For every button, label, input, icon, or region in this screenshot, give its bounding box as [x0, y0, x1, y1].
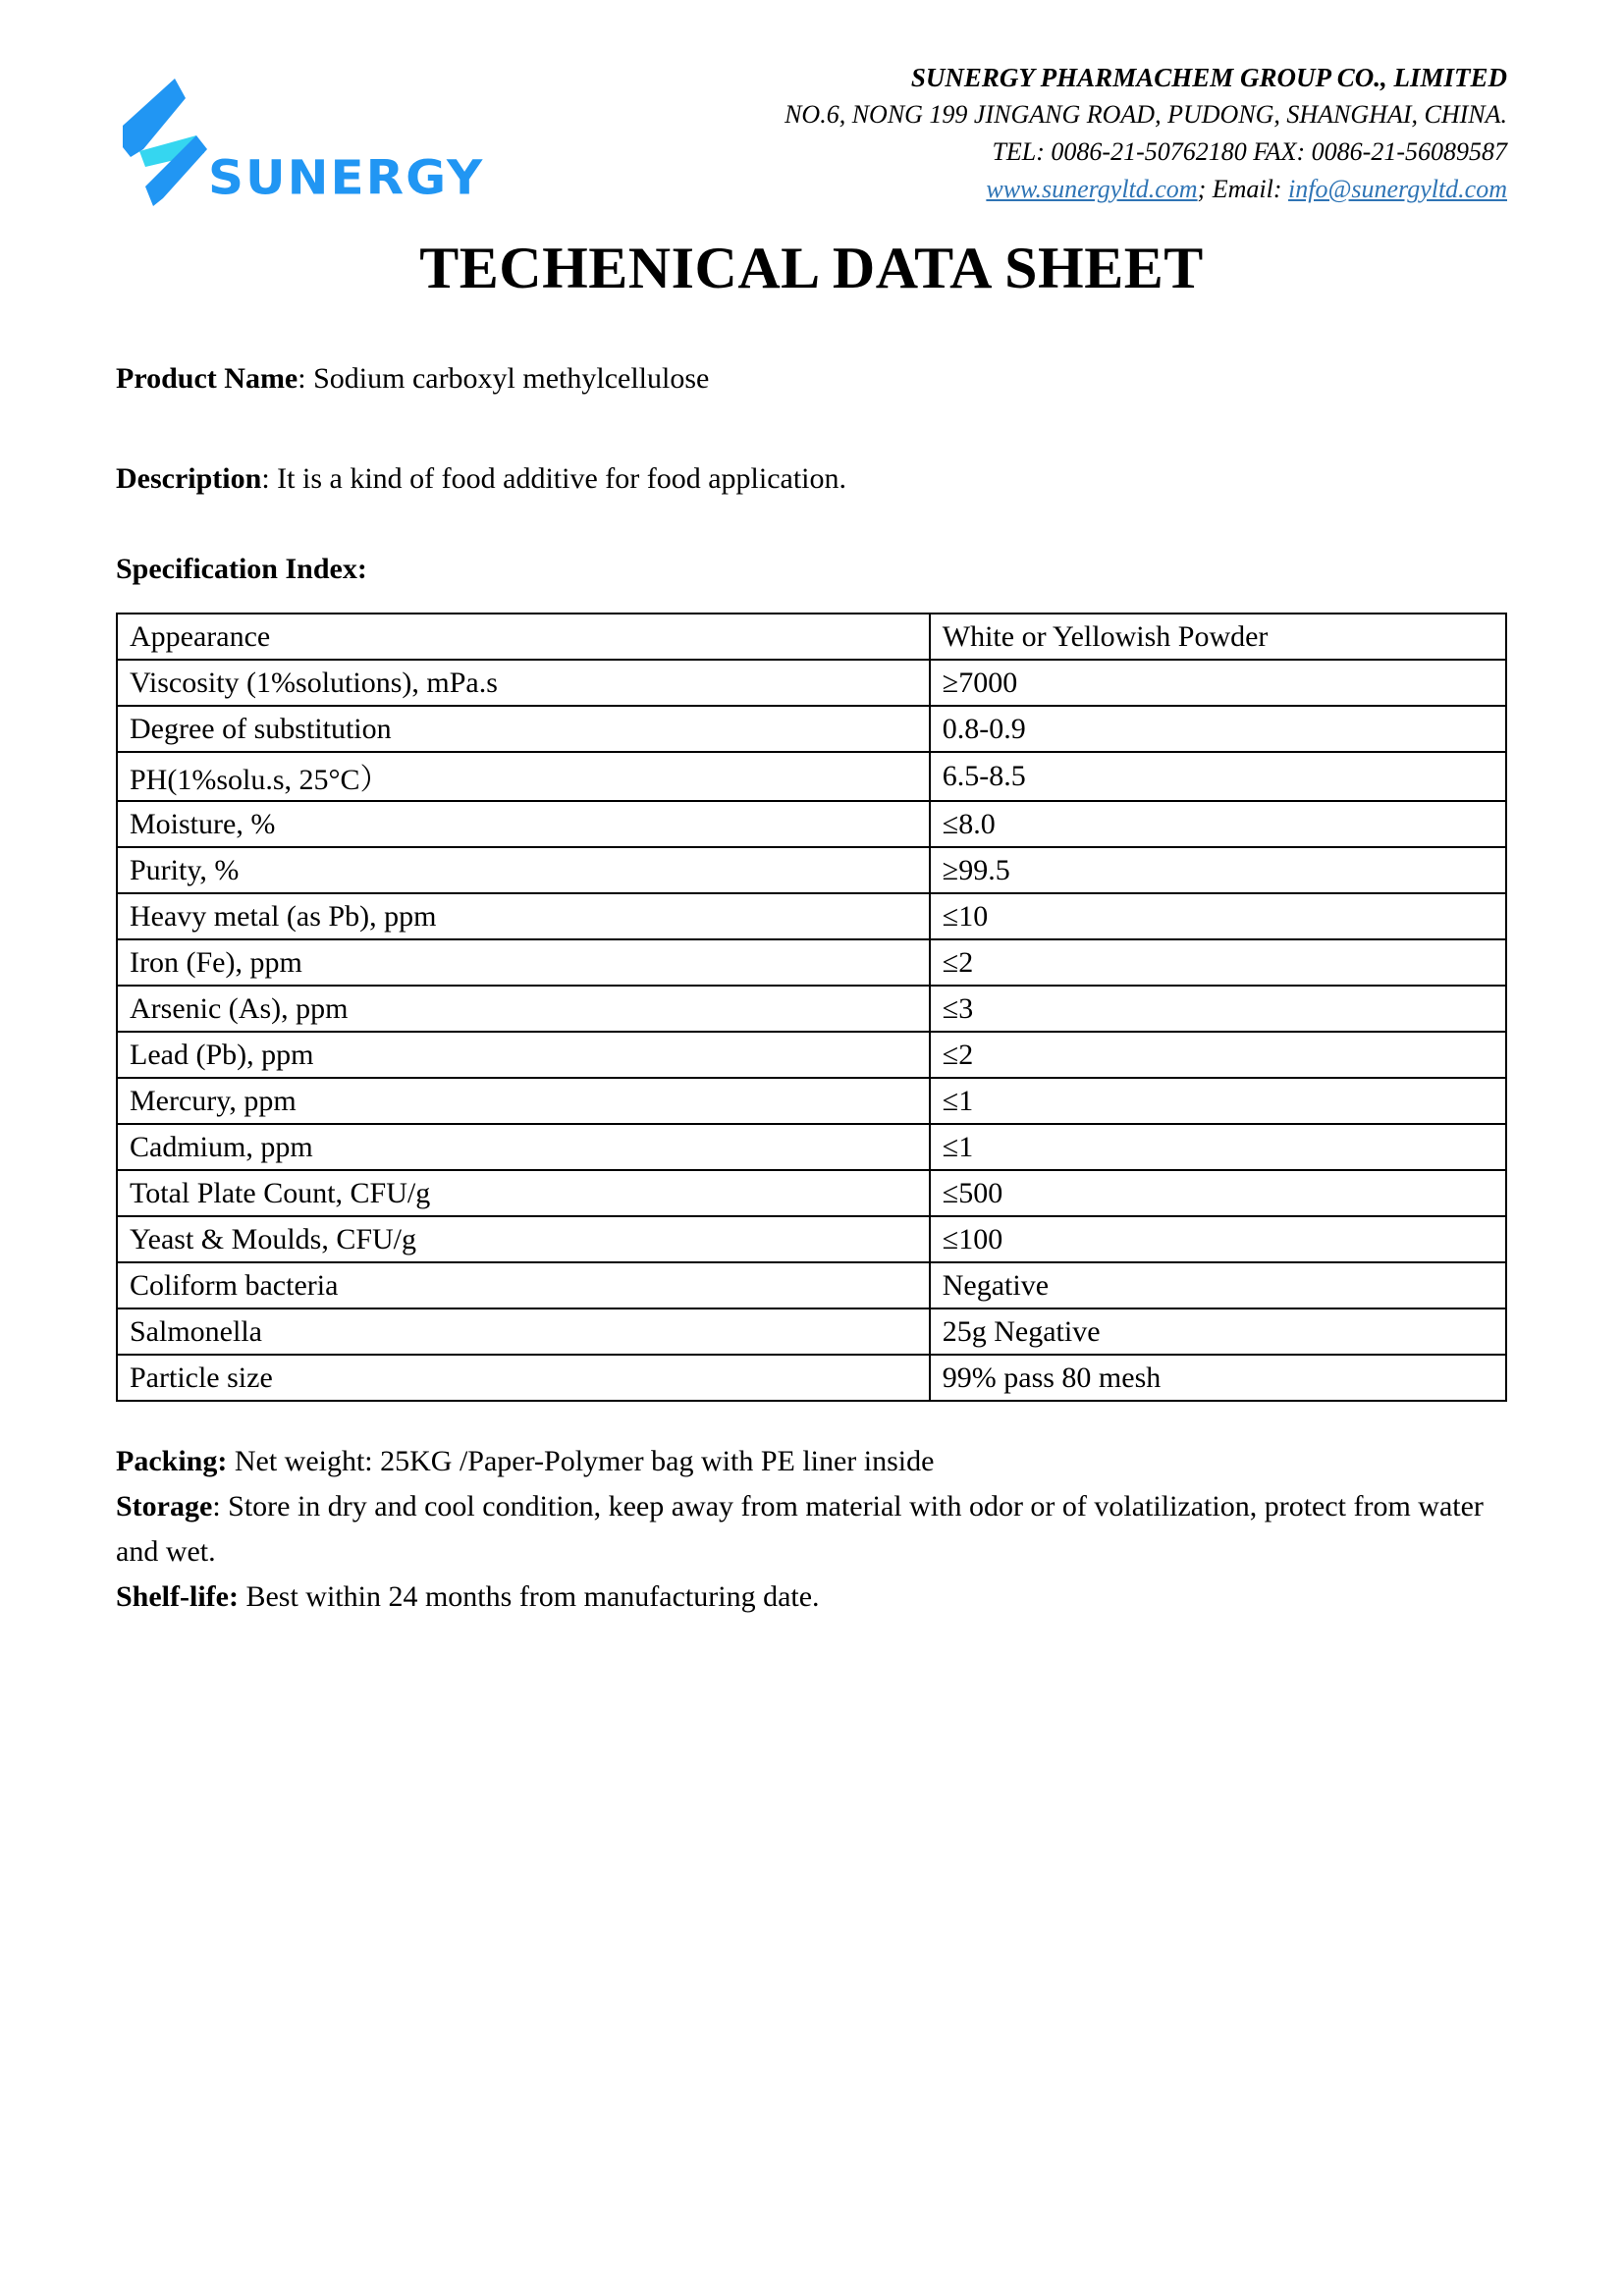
spec-table-row [117, 1355, 1506, 1401]
spec-param-cell: Total Plate Count, CFU/g [117, 1170, 930, 1216]
spec-value-cell: ≤1 [930, 1124, 1506, 1170]
spec-value-cell: ≥7000 [930, 660, 1506, 706]
spec-param-cell: Moisture, % [117, 801, 930, 847]
spec-param-cell: Heavy metal (as Pb), ppm [117, 893, 930, 939]
spec-value-cell: ≤1 [930, 1078, 1506, 1124]
spec-param-cell: Yeast & Moulds, CFU/g [117, 1216, 930, 1262]
spec-value-cell: ≤100 [930, 1216, 1506, 1262]
email-separator: ; Email: [1197, 175, 1289, 203]
packing-line [116, 1439, 1507, 1484]
packing-label: Packing: [116, 1445, 228, 1477]
spec-value-cell: ≤500 [930, 1170, 1506, 1216]
shelf-life-label: Shelf-life: [116, 1580, 239, 1613]
footer-notes [116, 1439, 1507, 1620]
description-value: : It is a kind of food additive for food application. [261, 462, 847, 495]
company-address: NO.6, NONG 199 JINGANG ROAD, PUDONG, SHANGHAI, CHINA. [784, 100, 1507, 129]
spec-param-cell: PH(1%solu.s, 25°C） [117, 752, 930, 801]
product-name-label: Product Name [116, 362, 298, 395]
spec-table-row [117, 1124, 1506, 1170]
spec-table-row [117, 660, 1506, 706]
spec-param-cell: Iron (Fe), ppm [117, 939, 930, 986]
company-logo [116, 71, 484, 208]
email-link[interactable]: info@sunergyltd.com [1288, 175, 1507, 203]
spec-table-row [117, 1216, 1506, 1262]
spec-table-row [117, 986, 1506, 1032]
spec-table-row [117, 847, 1506, 893]
spec-table-body [117, 614, 1506, 1401]
website-link[interactable]: www.sunergyltd.com [986, 175, 1198, 203]
spec-value-cell: White or Yellowish Powder [930, 614, 1506, 660]
spec-param-cell: Viscosity (1%solutions), mPa.s [117, 660, 930, 706]
company-contact-line [784, 171, 1507, 208]
spec-param-cell: Purity, % [117, 847, 930, 893]
spec-value-cell: 6.5-8.5 [930, 752, 1506, 801]
company-tel-fax: TEL: 0086-21-50762180 FAX: 0086-21-56089587 [992, 137, 1507, 166]
sunergy-logo-icon [116, 71, 214, 208]
spec-value-cell: ≤8.0 [930, 801, 1506, 847]
packing-value: Net weight: 25KG /Paper-Polymer bag with PE liner inside [227, 1445, 935, 1477]
description-label: Description [116, 462, 262, 495]
spec-table-row [117, 1170, 1506, 1216]
spec-param-cell: Degree of substitution [117, 706, 930, 752]
storage-line [116, 1484, 1507, 1575]
spec-value-cell: 25g Negative [930, 1308, 1506, 1355]
shelf-life-value: Best within 24 months from manufacturing date. [238, 1580, 820, 1613]
logo-wordmark: SUNERGY [208, 150, 485, 205]
spec-value-cell: ≤3 [930, 986, 1506, 1032]
header [116, 55, 1507, 208]
spec-table-row [117, 939, 1506, 986]
spec-param-cell: Cadmium, ppm [117, 1124, 930, 1170]
spec-index-heading: Specification Index: [116, 553, 367, 585]
spec-value-cell: 99% pass 80 mesh [930, 1355, 1506, 1401]
product-name-value: : Sodium carboxyl methylcellulose [298, 362, 710, 395]
spec-table-row [117, 1262, 1506, 1308]
storage-value: : Store in dry and cool condition, keep away from material with odor or of volatilization, protect from water and wet. [116, 1490, 1484, 1568]
spec-param-cell: Mercury, ppm [117, 1078, 930, 1124]
spec-param-cell: Coliform bacteria [117, 1262, 930, 1308]
spec-param-cell: Particle size [117, 1355, 930, 1401]
spec-param-cell: Arsenic (As), ppm [117, 986, 930, 1032]
spec-table-row [117, 893, 1506, 939]
spec-param-cell: Appearance [117, 614, 930, 660]
spec-table-row [117, 614, 1506, 660]
spec-value-cell: Negative [930, 1262, 1506, 1308]
shelf-life-line [116, 1575, 1507, 1620]
spec-table-row [117, 801, 1506, 847]
spec-table-row [117, 1308, 1506, 1355]
spec-table-row [117, 752, 1506, 801]
spec-param-cell: Lead (Pb), ppm [117, 1032, 930, 1078]
company-info [784, 55, 1507, 208]
spec-table-row [117, 1032, 1506, 1078]
spec-value-cell: ≤2 [930, 939, 1506, 986]
spec-table-row [117, 1078, 1506, 1124]
spec-table [116, 613, 1507, 1402]
page-title: TECHENICAL DATA SHEET [419, 236, 1204, 300]
spec-param-cell: Salmonella [117, 1308, 930, 1355]
spec-value-cell: ≤10 [930, 893, 1506, 939]
company-name: SUNERGY PHARMACHEM GROUP CO., LIMITED [910, 63, 1507, 92]
description-line [116, 459, 1507, 499]
spec-value-cell: ≥99.5 [930, 847, 1506, 893]
storage-label: Storage [116, 1490, 213, 1522]
spec-value-cell: 0.8-0.9 [930, 706, 1506, 752]
spec-value-cell: ≤2 [930, 1032, 1506, 1078]
product-name-line [116, 359, 1507, 399]
spec-table-row [117, 706, 1506, 752]
